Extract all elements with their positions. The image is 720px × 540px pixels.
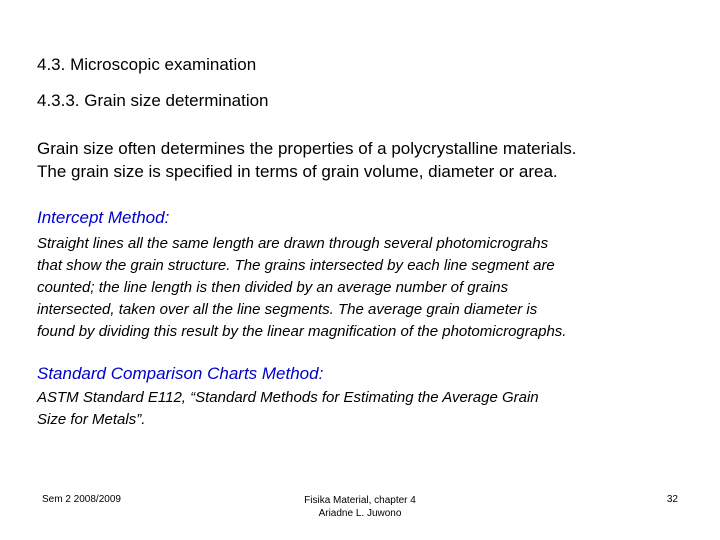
standard-line: ASTM Standard E112, “Standard Methods for Estimating the Average Grain <box>37 389 539 406</box>
intercept-line: that show the grain structure. The grains intersected by each line segment are <box>37 257 555 274</box>
footer-author: Ariadne L. Juwono <box>318 508 402 519</box>
section-heading: 4.3. Microscopic examination <box>37 55 257 74</box>
intercept-method-title: Intercept Method: <box>37 208 170 227</box>
intro-line: The grain size is specified in terms of grain volume, diameter or area. <box>37 162 558 181</box>
intro-paragraph <box>37 137 577 183</box>
footer-course-info <box>260 494 460 520</box>
intercept-line: found by dividing this result by the linear magnification of the photomicrographs. <box>37 323 567 340</box>
standard-method-title: Standard Comparison Charts Method: <box>37 364 324 383</box>
intercept-method-description <box>37 233 566 343</box>
intercept-line: counted; the line length is then divided by an average number of grains <box>37 279 509 296</box>
standard-line: Size for Metals”. <box>37 411 146 428</box>
subsection-heading: 4.3.3. Grain size determination <box>37 91 269 110</box>
page-number: 32 <box>666 494 678 505</box>
intercept-line: intersected, taken over all the line segments. The average grain diameter is <box>37 301 538 318</box>
intercept-line: Straight lines all the same length are drawn through several photomicrograhs <box>37 235 549 252</box>
standard-method-description <box>37 387 539 431</box>
footer-course-title: Fisika Material, chapter 4 <box>304 495 416 506</box>
intro-line: Grain size often determines the properties of a polycrystalline materials. <box>37 139 577 158</box>
footer-semester: Sem 2 2008/2009 <box>42 494 121 505</box>
